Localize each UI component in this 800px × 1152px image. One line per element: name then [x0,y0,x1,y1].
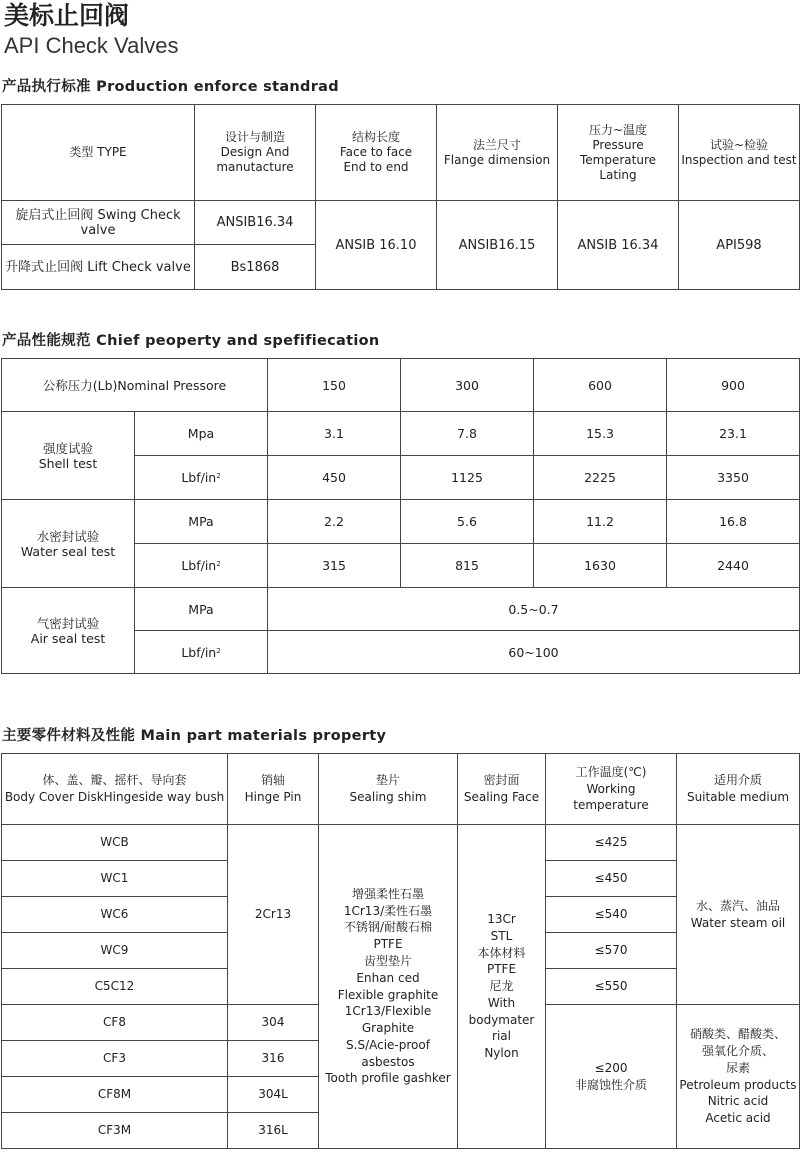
temp-stainless: ≤200 非腐蚀性介质 [546,1005,677,1149]
table-row [2,201,800,245]
material-wc1: WC1 [2,861,228,897]
table-cell: 2440 [667,544,800,588]
header-type: 类型 TYPE [2,105,195,201]
water-test-mpa-row [2,500,800,544]
hinge-pin-cf3: 316 [228,1041,319,1077]
table-cell: 3.1 [268,412,401,456]
shell-test-mpa-row [2,412,800,456]
air-test-lbf-range: 60~100 [268,631,800,674]
page-title-chinese: 美标止回阀 [4,1,130,30]
table-cell: 1630 [534,544,667,588]
section-heading-materials: 主要零件材料及性能 Main part materials property [2,728,387,744]
inspection-standard: API598 [679,201,800,290]
air-seal-test-label: 气密封试验 Air seal test [2,588,135,674]
header-inspection: 试验~检验 Inspection and test [679,105,800,201]
valve-type-swing: 旋启式止回阀 Swing Check valve [2,201,195,245]
sealing-shim-list: 增强柔性石墨 1Cr13/柔性石墨 不锈钢/耐酸石棉 PTFE 齿型垫片 Enhan ced Flexible graphite 1Cr13/Flexible Graphite S.S/Acie-proof asbestos Tooth profile gashker [319,825,458,1149]
temp-c5c12: ≤550 [546,969,677,1005]
unit-lbf-text: Lbf/in [181,470,217,485]
table-row [2,825,800,861]
table-cell: 3350 [667,456,800,500]
table-cell: 1125 [401,456,534,500]
temp-wcb: ≤425 [546,825,677,861]
hinge-pin-cf3m: 316L [228,1113,319,1149]
water-seal-test-label: 水密封试验 Water seal test [2,500,135,588]
design-standard-lift: Bs1868 [195,245,316,290]
table-cell: 15.3 [534,412,667,456]
material-wc6: WC6 [2,897,228,933]
unit-lbf-text: Lbf/in [181,558,217,573]
section-heading-standards: 产品执行标准 Production enforce standrad [2,79,339,95]
temp-wc9: ≤570 [546,933,677,969]
unit-lbf-superscript: 2 [216,472,221,480]
section-heading-specification: 产品性能规范 Chief peoperty and spefifiecation [2,333,380,349]
design-standard-swing: ANSIB16.34 [195,201,316,245]
unit-lbf [135,456,268,500]
hinge-pin-carbon: 2Cr13 [228,825,319,1005]
table-cell: 16.8 [667,500,800,544]
table-cell: 11.2 [534,500,667,544]
temp-wc6: ≤540 [546,897,677,933]
face-to-face-standard: ANSIB 16.10 [316,201,437,290]
unit-lbf-text: Lbf/in [181,644,217,660]
table-cell: 315 [268,544,401,588]
header-sealing-face: 密封面 Sealing Face [458,754,546,825]
material-wcb: WCB [2,825,228,861]
table-cell: 23.1 [667,412,800,456]
header-suitable-medium: 适用介质 Suitable medium [677,754,800,825]
medium-carbon-steel: 水、蒸汽、油品 Water steam oil [677,825,800,1005]
unit-lbf [135,544,268,588]
valve-type-lift: 升降式止回阀 Lift Check valve [2,245,195,290]
pressure-temp-standard: ANSIB 16.34 [558,201,679,290]
header-body-parts: 体、盖、瓣、摇杆、导向套 Body Cover DiskHingeside way bush [2,754,228,825]
flange-standard: ANSIB16.15 [437,201,558,290]
medium-stainless-steel: 硝酸类、醋酸类、 强氧化介质、 尿素 Petroleum products Nitric acid Acetic acid [677,1005,800,1149]
unit-mpa: Mpa [135,412,268,456]
table-cell: 7.8 [401,412,534,456]
unit-lbf-superscript: 2 [216,646,221,655]
table-cell: 815 [401,544,534,588]
table-cell: 450 [268,456,401,500]
unit-lbf [135,631,268,674]
class-600: 600 [534,359,667,412]
table-cell: 2225 [534,456,667,500]
unit-lbf-superscript: 2 [216,560,221,568]
sealing-face-list: 13Cr STL 本体材料 PTFE 尼龙 With bodymater rial Nylon [458,825,546,1149]
table-cell: 2.2 [268,500,401,544]
header-sealing-shim: 垫片 Sealing shim [319,754,458,825]
header-design: 设计与制造 Design And manutacture [195,105,316,201]
nominal-pressure-label: 公称压力(Lb)Nominal Pressore [2,359,268,412]
standards-table [1,104,800,290]
material-wc9: WC9 [2,933,228,969]
specification-table [1,358,800,674]
unit-mpa: MPa [135,500,268,544]
material-cf3: CF3 [2,1041,228,1077]
nominal-pressure-row [2,359,800,412]
table-header-row [2,754,800,825]
page-title-english: API Check Valves [4,33,179,58]
air-test-mpa-range: 0.5~0.7 [268,588,800,631]
unit-mpa: MPa [135,588,268,631]
temp-wc1: ≤450 [546,861,677,897]
header-hinge-pin: 销轴 Hinge Pin [228,754,319,825]
material-cf8m: CF8M [2,1077,228,1113]
class-900: 900 [667,359,800,412]
header-pressure-temp: 压力~温度 Pressure Temperature Lating [558,105,679,201]
class-150: 150 [268,359,401,412]
table-header-row [2,105,800,201]
shell-test-label: 强度试验 Shell test [2,412,135,500]
hinge-pin-cf8m: 304L [228,1077,319,1113]
hinge-pin-cf8: 304 [228,1005,319,1041]
materials-table [1,753,800,1149]
table-cell: 5.6 [401,500,534,544]
header-working-temperature: 工作温度(℃) Working temperature [546,754,677,825]
header-face-to-face: 结构长度 Face to face End to end [316,105,437,201]
header-flange: 法兰尺寸 Flange dimension [437,105,558,201]
material-cf8: CF8 [2,1005,228,1041]
material-cf3m: CF3M [2,1113,228,1149]
class-300: 300 [401,359,534,412]
air-test-mpa-row [2,588,800,631]
material-c5c12: C5C12 [2,969,228,1005]
